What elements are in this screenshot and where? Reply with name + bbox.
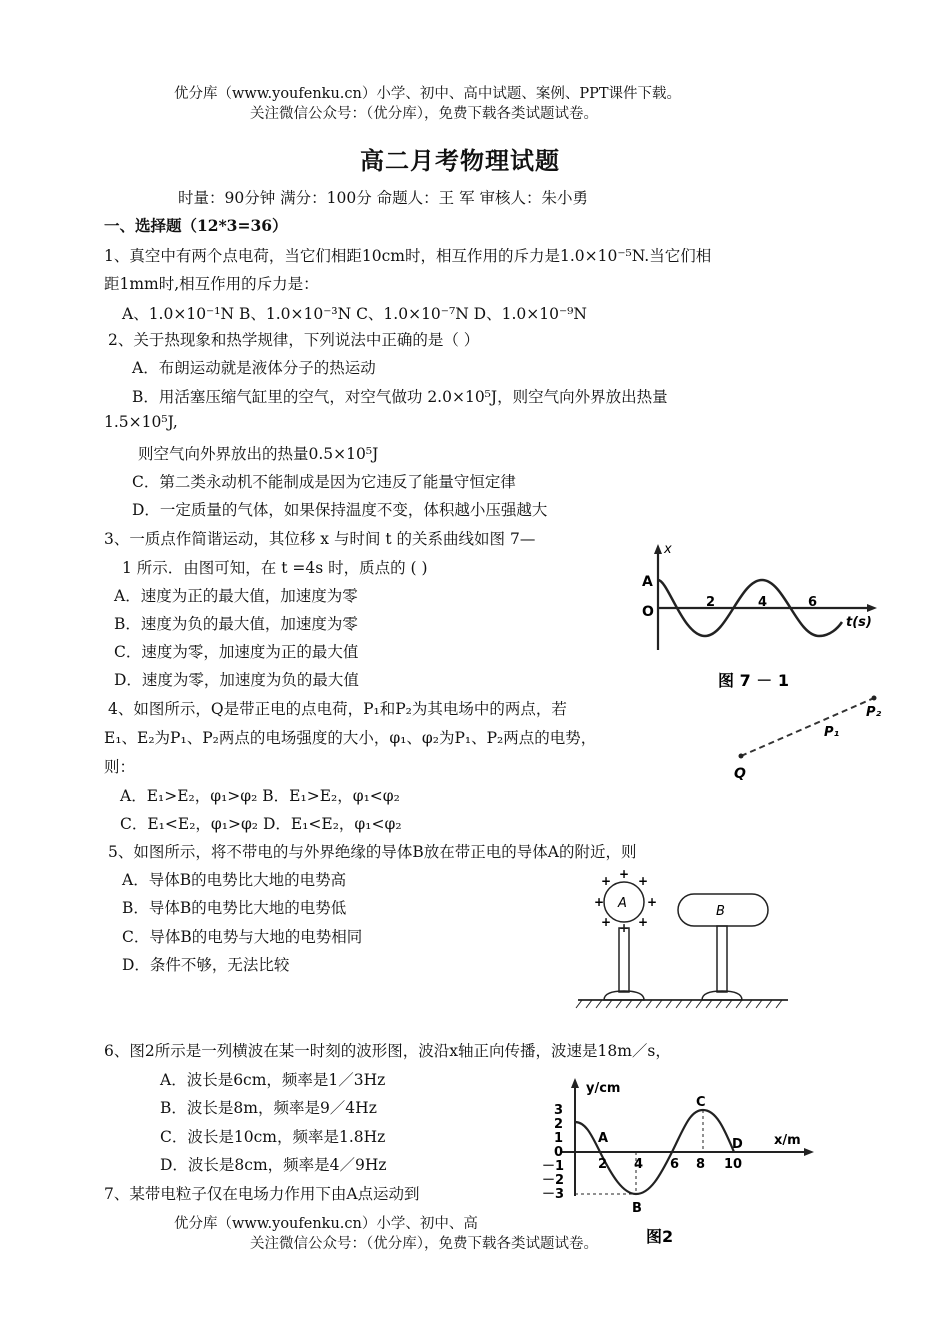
q4-options-ab: A．E₁>E₂，φ₁>φ₂ B．E₁>E₂，φ₁<φ₂ xyxy=(120,787,400,805)
tick-4: 4 xyxy=(758,595,768,610)
header-line-2: 关注微信公众号：（优分库），免费下载各类试题试卷。 xyxy=(250,106,598,122)
label-conductor-a: A xyxy=(618,896,627,911)
q1-options: A、1.0×10⁻¹N B、1.0×10⁻³N C、1.0×10⁻⁷N D、1.0×10⁻⁹N xyxy=(122,305,587,323)
figure-q5 xyxy=(574,866,794,1012)
y-axis-arrow xyxy=(571,1078,579,1088)
stand-b xyxy=(717,926,727,992)
y-tick-1: 1 xyxy=(554,1131,564,1146)
q4-stem-line1: 4、如图所示，Q是带正电的点电荷，P₁和P₂为其电场中的两点，若 xyxy=(108,700,567,718)
figure-2-caption: 图2 xyxy=(646,1227,674,1246)
q5-option-d: D．条件不够，无法比较 xyxy=(122,956,290,974)
stand-a xyxy=(619,928,629,992)
figure-7-1 xyxy=(628,540,878,700)
point-q xyxy=(739,754,744,759)
q2-option-b-line3: 则空气向外界放出的热量0.5×10⁵J xyxy=(138,445,379,463)
q3-option-c: C．速度为零，加速度为正的最大值 xyxy=(114,643,359,661)
q3-option-b: B．速度为负的最大值，加速度为零 xyxy=(114,615,358,633)
y-tick-3: 3 xyxy=(554,1103,564,1118)
figure-2-wave xyxy=(520,1076,820,1248)
dashed-line xyxy=(741,698,874,756)
q1-stem-line2: 距1mm时,相互作用的斥力是： xyxy=(104,275,319,293)
x-axis-label: x/m xyxy=(774,1133,801,1148)
footer-line-1: 优分库（www.youfenku.cn）小学、初中、高 xyxy=(174,1216,478,1232)
q2-option-d: D．一定质量的气体，如果保持温度不变，体积越小压强越大 xyxy=(132,501,548,519)
plus-6: + xyxy=(601,915,612,929)
q6-option-d: D．波长是8cm，频率是4／9Hz xyxy=(160,1156,387,1174)
q4-stem-line3: 则： xyxy=(104,758,136,776)
y-tick-0: 0 xyxy=(554,1145,564,1160)
y-tick-neg1: －1 xyxy=(542,1159,565,1174)
origin-label: O xyxy=(642,604,654,620)
plus-5: + xyxy=(647,895,658,909)
q6-stem: 6、图2所示是一列横波在某一时刻的波形图，波沿x轴正向传播，波速是18m／s， xyxy=(104,1042,671,1060)
q6-option-c: C．波长是10cm，频率是1.8Hz xyxy=(160,1128,386,1146)
q2-option-b-line1: B．用活塞压缩气缸里的空气，对空气做功 2.0×10⁵J，则空气向外界放出热量 xyxy=(132,388,668,406)
page-title: 高二月考物理试题 xyxy=(360,146,560,175)
plus-1: + xyxy=(619,867,630,881)
q5-stem: 5、如图所示，将不带电的与外界绝缘的导体B放在带正电的导体A的附近，则 xyxy=(108,843,637,861)
tick-2: 2 xyxy=(706,595,716,610)
point-c-label: C xyxy=(696,1095,706,1110)
amplitude-label: A xyxy=(642,574,653,590)
figure-q4 xyxy=(726,686,886,790)
q7-stem: 7、某带电粒子仅在电场力作用下由A点运动到 xyxy=(104,1185,420,1203)
x-tick-4: 4 xyxy=(634,1157,644,1172)
x-tick-6: 6 xyxy=(670,1157,680,1172)
x-tick-8: 8 xyxy=(696,1157,706,1172)
q5-option-c: C．导体B的电势与大地的电势相同 xyxy=(122,928,363,946)
tick-6: 6 xyxy=(808,595,818,610)
q2-stem: 2、关于热现象和热学规律，下列说法中正确的是（ ） xyxy=(108,331,480,349)
q6-option-b: B．波长是8m，频率是9／4Hz xyxy=(160,1099,377,1117)
label-conductor-b: B xyxy=(716,904,725,919)
q4-stem-line2: E₁、E₂为P₁、P₂两点的电场强度的大小，φ₁、φ₂为P₁、P₂两点的电势， xyxy=(104,729,597,747)
q3-stem-line1: 3、一质点作简谐运动，其位移 x 与时间 t 的关系曲线如图 7— xyxy=(104,530,536,548)
section-heading: 一、选择题（12*3=36） xyxy=(104,216,288,235)
axis-t-label: t(s) xyxy=(846,615,872,630)
y-axis-label: y/cm xyxy=(586,1081,621,1096)
q6-option-a: A．波长是6cm，频率是1／3Hz xyxy=(160,1071,386,1089)
point-p2 xyxy=(872,696,877,701)
axis-x-label: x xyxy=(664,542,672,557)
q5-option-a: A．导体B的电势比大地的电势高 xyxy=(122,871,347,889)
q4-options-cd: C．E₁<E₂，φ₁>φ₂ D．E₁<E₂，φ₁<φ₂ xyxy=(120,815,402,833)
q2-option-a: A．布朗运动就是液体分子的热运动 xyxy=(132,359,376,377)
point-b-label: B xyxy=(632,1201,642,1216)
x-axis-arrow xyxy=(654,544,662,554)
header-line-1: 优分库（www.youfenku.cn）小学、初中、高中试题、案例、PPT课件下载。 xyxy=(174,86,682,102)
q5-option-b: B．导体B的电势比大地的电势低 xyxy=(122,899,347,917)
footer-line-2: 关注微信公众号：（优分库），免费下载各类试题试卷。 xyxy=(250,1236,598,1252)
exam-meta: 时量：90分钟 满分：100分 命题人：王 军 审核人：朱小勇 xyxy=(178,189,589,207)
y-tick-neg3: －3 xyxy=(542,1187,565,1202)
y-tick-2: 2 xyxy=(554,1117,564,1132)
figure-caption: 图 7 － 1 xyxy=(718,671,789,690)
q3-option-d: D．速度为零，加速度为负的最大值 xyxy=(114,671,359,689)
q1-stem-line1: 1、真空中有两个点电荷，当它们相距10cm时，相互作用的斥力是1.0×10⁻⁵N.当它们相 xyxy=(104,247,712,265)
q3-option-a: A．速度为正的最大值，加速度为零 xyxy=(114,587,358,605)
label-p1: P₁ xyxy=(824,725,840,740)
label-p2: P₂ xyxy=(866,705,882,720)
point-d-label: D xyxy=(732,1137,743,1152)
plus-7: + xyxy=(638,915,649,929)
x-tick-10: 10 xyxy=(724,1157,743,1172)
plus-8: + xyxy=(619,921,630,935)
x-tick-2: 2 xyxy=(598,1157,608,1172)
plus-3: + xyxy=(638,874,649,888)
q3-stem-line2: 1 所示．由图可知，在 t =4s 时，质点的 ( ) xyxy=(122,559,428,577)
t-axis-arrow xyxy=(867,604,877,612)
point-a-label: A xyxy=(598,1131,609,1146)
label-q: Q xyxy=(734,766,746,782)
q2-option-b-line2: 1.5×10⁵J, xyxy=(104,413,178,431)
plus-2: + xyxy=(601,874,612,888)
ground-hatching xyxy=(576,1000,782,1008)
plus-4: + xyxy=(594,895,605,909)
x-axis-arrow xyxy=(804,1148,814,1156)
y-tick-neg2: －2 xyxy=(542,1173,565,1188)
q2-option-c: C．第二类永动机不能制成是因为它违反了能量守恒定律 xyxy=(132,473,516,491)
